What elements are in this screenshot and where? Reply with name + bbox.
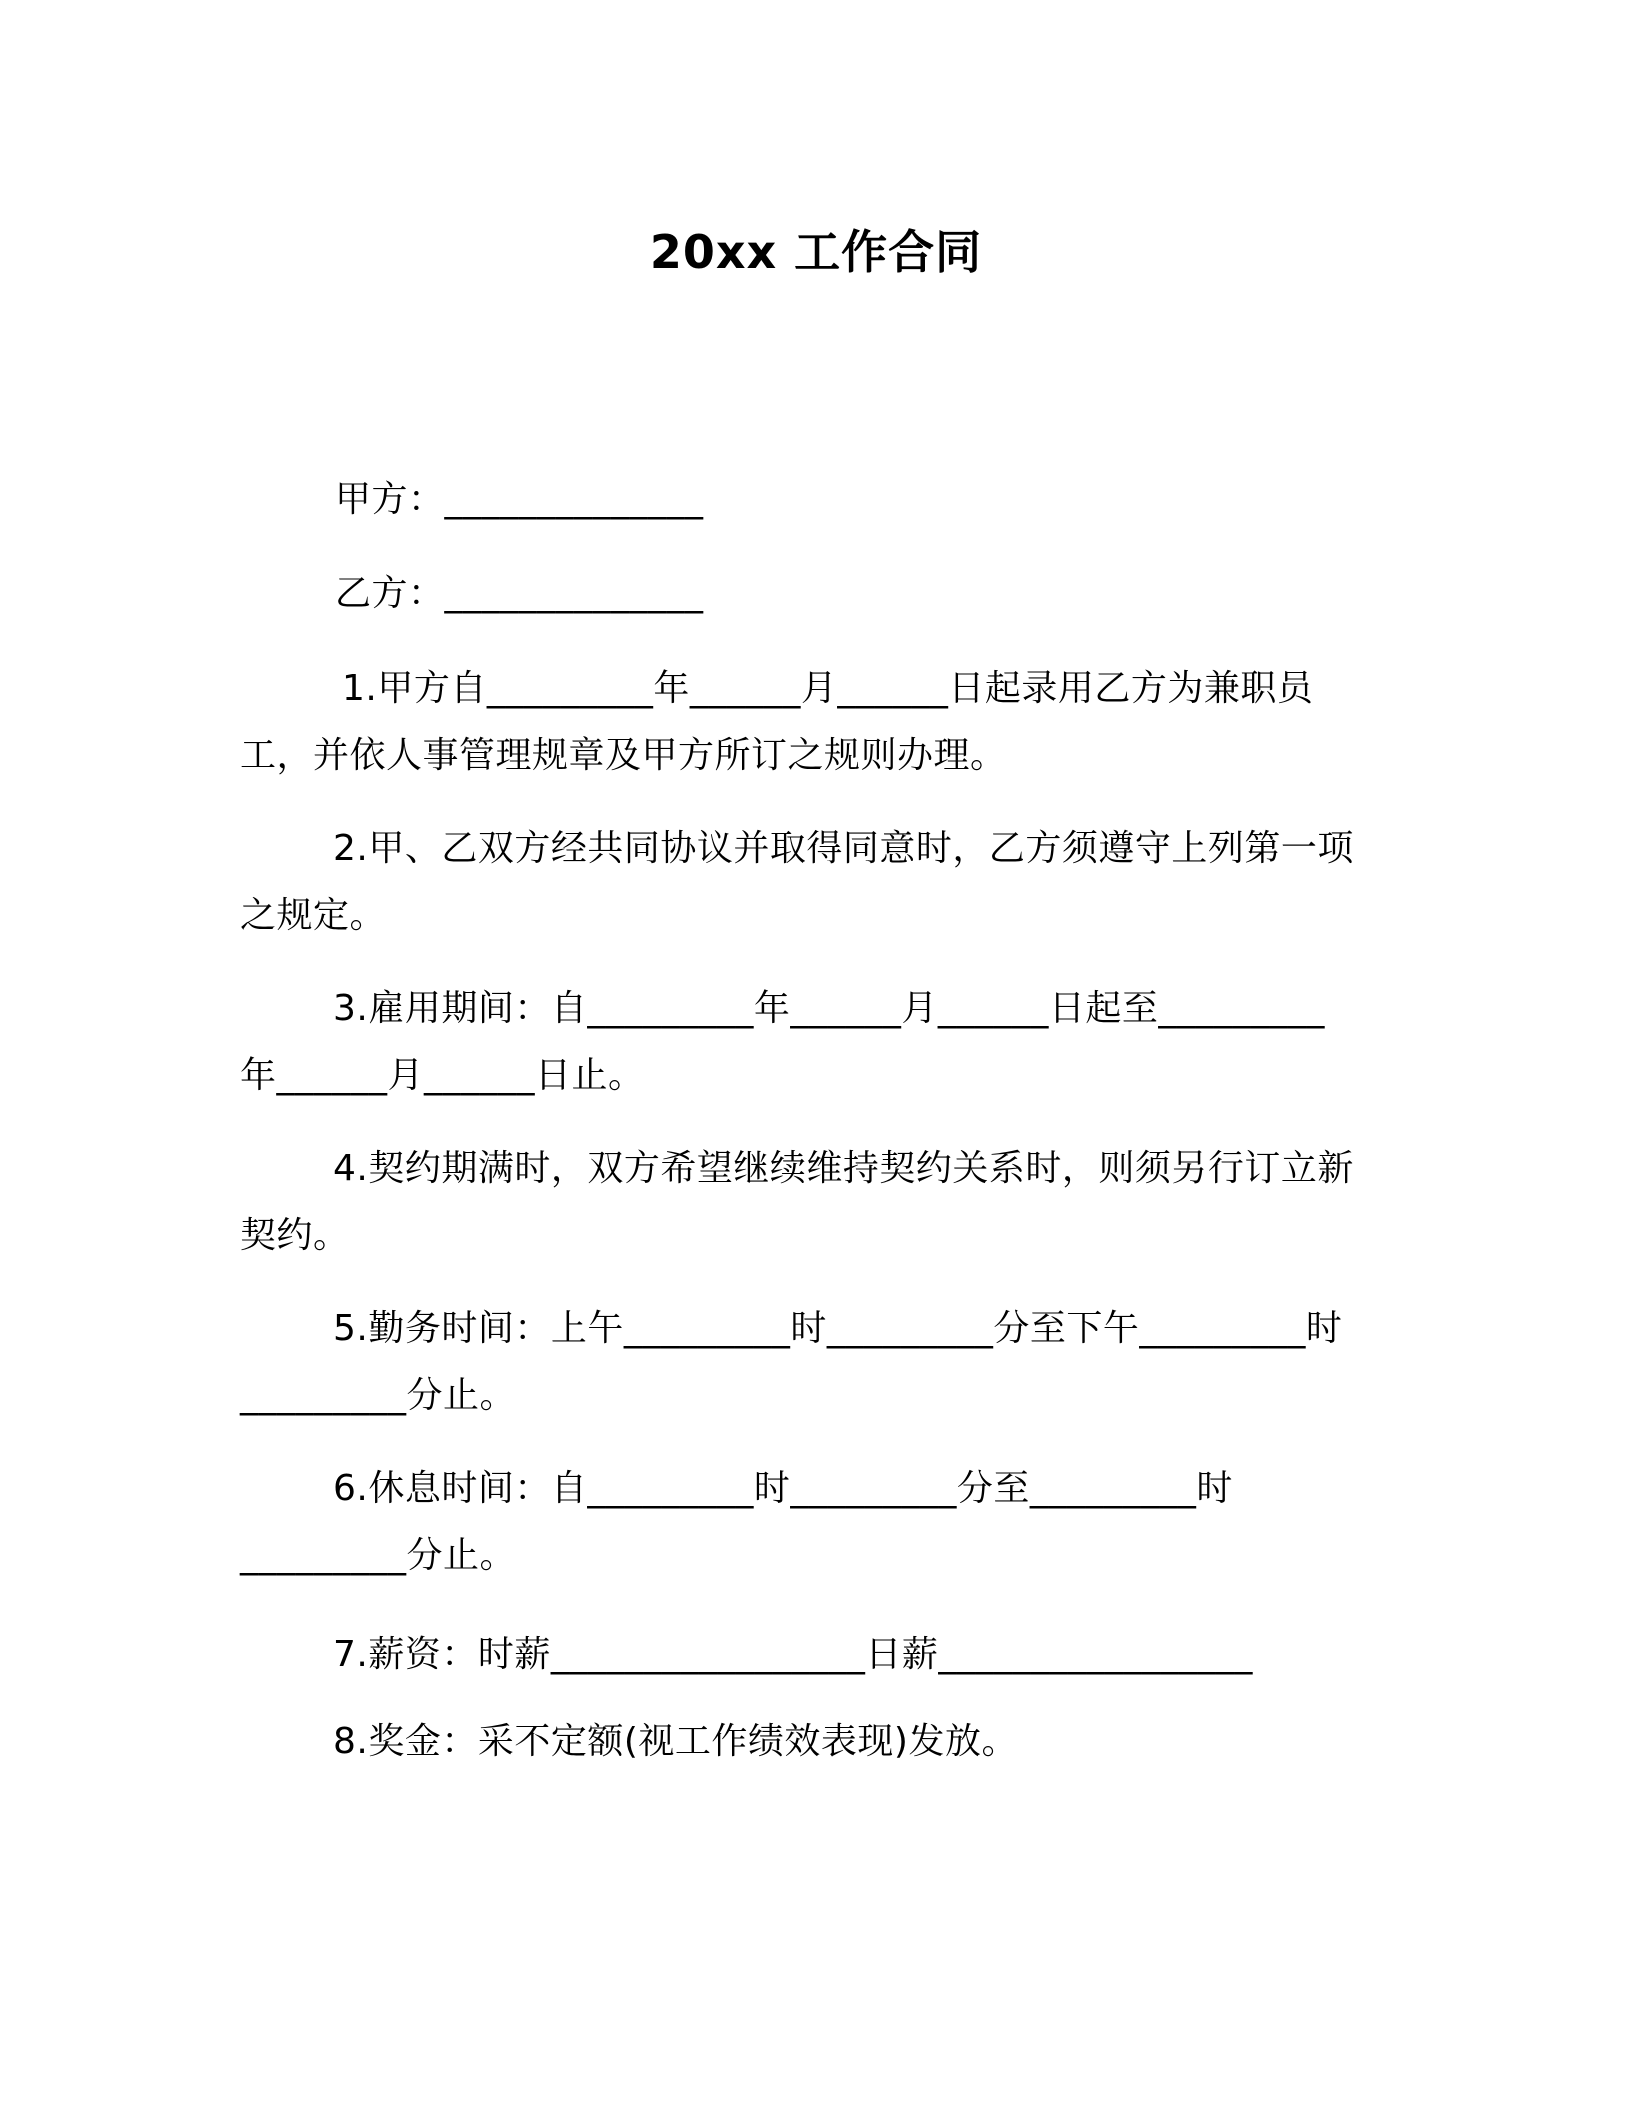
clause-6-line-1: 6.休息时间：自_________时_________分至_________时: [333, 1468, 1233, 1509]
clause-2-line-1: 2.甲、乙双方经共同协议并取得同意时，乙方须遵守上列第一项: [333, 828, 1354, 869]
clause-4-line-2: 契约。: [240, 1215, 350, 1256]
clause-3-line-2: 年______月______日止。: [240, 1055, 645, 1096]
document-title: 20xx 工作合同: [649, 225, 983, 279]
party-a-line: 甲方：______________: [335, 479, 704, 520]
clause-1-line-1: 1.甲方自_________年______月______日起录用乙方为兼职员: [342, 668, 1314, 709]
clause-6-line-2: _________分止。: [240, 1535, 517, 1576]
clause-1-line-2: 工，并依人事管理规章及甲方所订之规则办理。: [240, 735, 1007, 776]
clause-5-line-2: _________分止。: [240, 1375, 517, 1416]
clause-7-line-1: 7.薪资：时薪_________________日薪_________________: [333, 1634, 1253, 1675]
clause-2-line-2: 之规定。: [240, 895, 387, 936]
clause-3-line-1: 3.雇用期间：自_________年______月______日起至_________: [333, 988, 1325, 1029]
party-b-line: 乙方：______________: [335, 573, 704, 614]
clause-4-line-1: 4.契约期满时，双方希望继续维持契约关系时，则须另行订立新: [333, 1148, 1354, 1189]
clause-8-line-1: 8.奖金：采不定额(视工作绩效表现)发放。: [333, 1721, 1018, 1762]
clause-5-line-1: 5.勤务时间：上午_________时_________分至下午_________时: [333, 1308, 1343, 1349]
